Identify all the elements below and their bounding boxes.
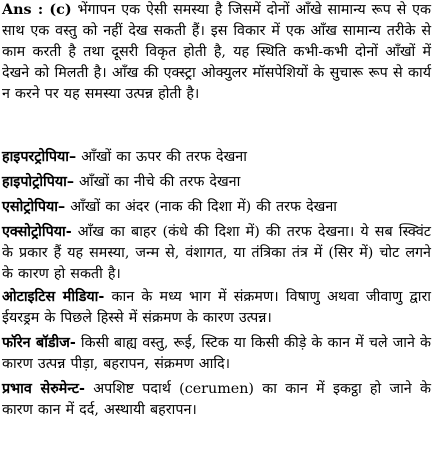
- definition-otitis-media: कान के मध्य भाग में संक्रमण। विषाणु अथवा जीवाणु द्वारा ईयरड्रम के पिछले हिस्से में संक्रमण के कारण उत्पन्न।: [2, 289, 432, 326]
- definition-foreign-bodies: किसी बाह्य वस्तु, रूई, स्टिक या किसी कीड़े के कान में चले जाने के कारण उत्पन्न पीड़ा, बहरापन, संक्रमण आदि।: [2, 335, 432, 372]
- definition-esotropia: आँखों का अंदर (नाक की दिशा में) की तरफ देखना: [65, 199, 338, 215]
- entry-exotropia: [2, 222, 431, 287]
- term-otitis-media: ओटाइटिस मीडिया-: [2, 289, 105, 305]
- definition-hypotropia: आँखों का नीचे की तरफ देखना: [74, 174, 241, 190]
- answer-document: [2, 0, 431, 425]
- term-esotropia: एसोट्रोपिया–: [2, 199, 66, 215]
- entry-impacted-cerumen: [2, 379, 431, 425]
- term-exotropia: एक्सोट्रोपिया-: [2, 224, 72, 240]
- term-foreign-bodies: फॉरेन बॉडीज-: [2, 335, 76, 351]
- definition-impacted-cerumen: अपशिष्ट पदार्थ (cerumen) का कान में इकट्ठा हो जाने के कारण कान में दर्द, अस्थायी बहरापन।: [2, 381, 431, 418]
- entry-otitis-media: [2, 287, 431, 333]
- entry-esotropia: [2, 197, 431, 222]
- answer-text: भेंगापन एक ऐसी समस्या है जिसमें दोनों आँखे सामान्य रूप से एक साथ एक वस्तु को नहीं देख सकती हैं। इस विकार में एक आँख सामान्य तरीके से काम करती है तथा दूसरी विकृत होती है, यह स्थिति कभी-कभी दोनों आँखों में देखने को मिलती है। आँख की एक्स्ट्रा ओक्युलर मॉसपेशियों के सुचारू रूप से कार्य न करने पर यह समस्या उत्पन्न होती है।: [2, 2, 431, 102]
- definition-exotropia: आँख का बाहर (कंधे की दिशा में) की तरफ देखना। ये सब स्क्विंट के प्रकार हैं यह समस्या, जन्म से, वंशागत, या तंत्रिका तंत्र में (सिर में) चोट लगने के कारण हो सकती है।: [2, 224, 431, 282]
- entry-foreign-bodies: [2, 333, 431, 379]
- term-hypertropia: हाइपरट्रोपिया–: [2, 149, 77, 165]
- entry-hypotropia: [2, 172, 431, 197]
- entry-hypertropia: [2, 147, 431, 172]
- answer-label: Ans : (c): [2, 2, 72, 18]
- term-impacted-cerumen: प्रभाव सेरुमेन्ट-: [2, 381, 85, 397]
- term-hypotropia: हाइपोट्रोपिया–: [2, 174, 75, 190]
- definition-hypertropia: आँखों का ऊपर की तरफ देखना: [76, 149, 247, 165]
- answer-paragraph: [2, 0, 431, 147]
